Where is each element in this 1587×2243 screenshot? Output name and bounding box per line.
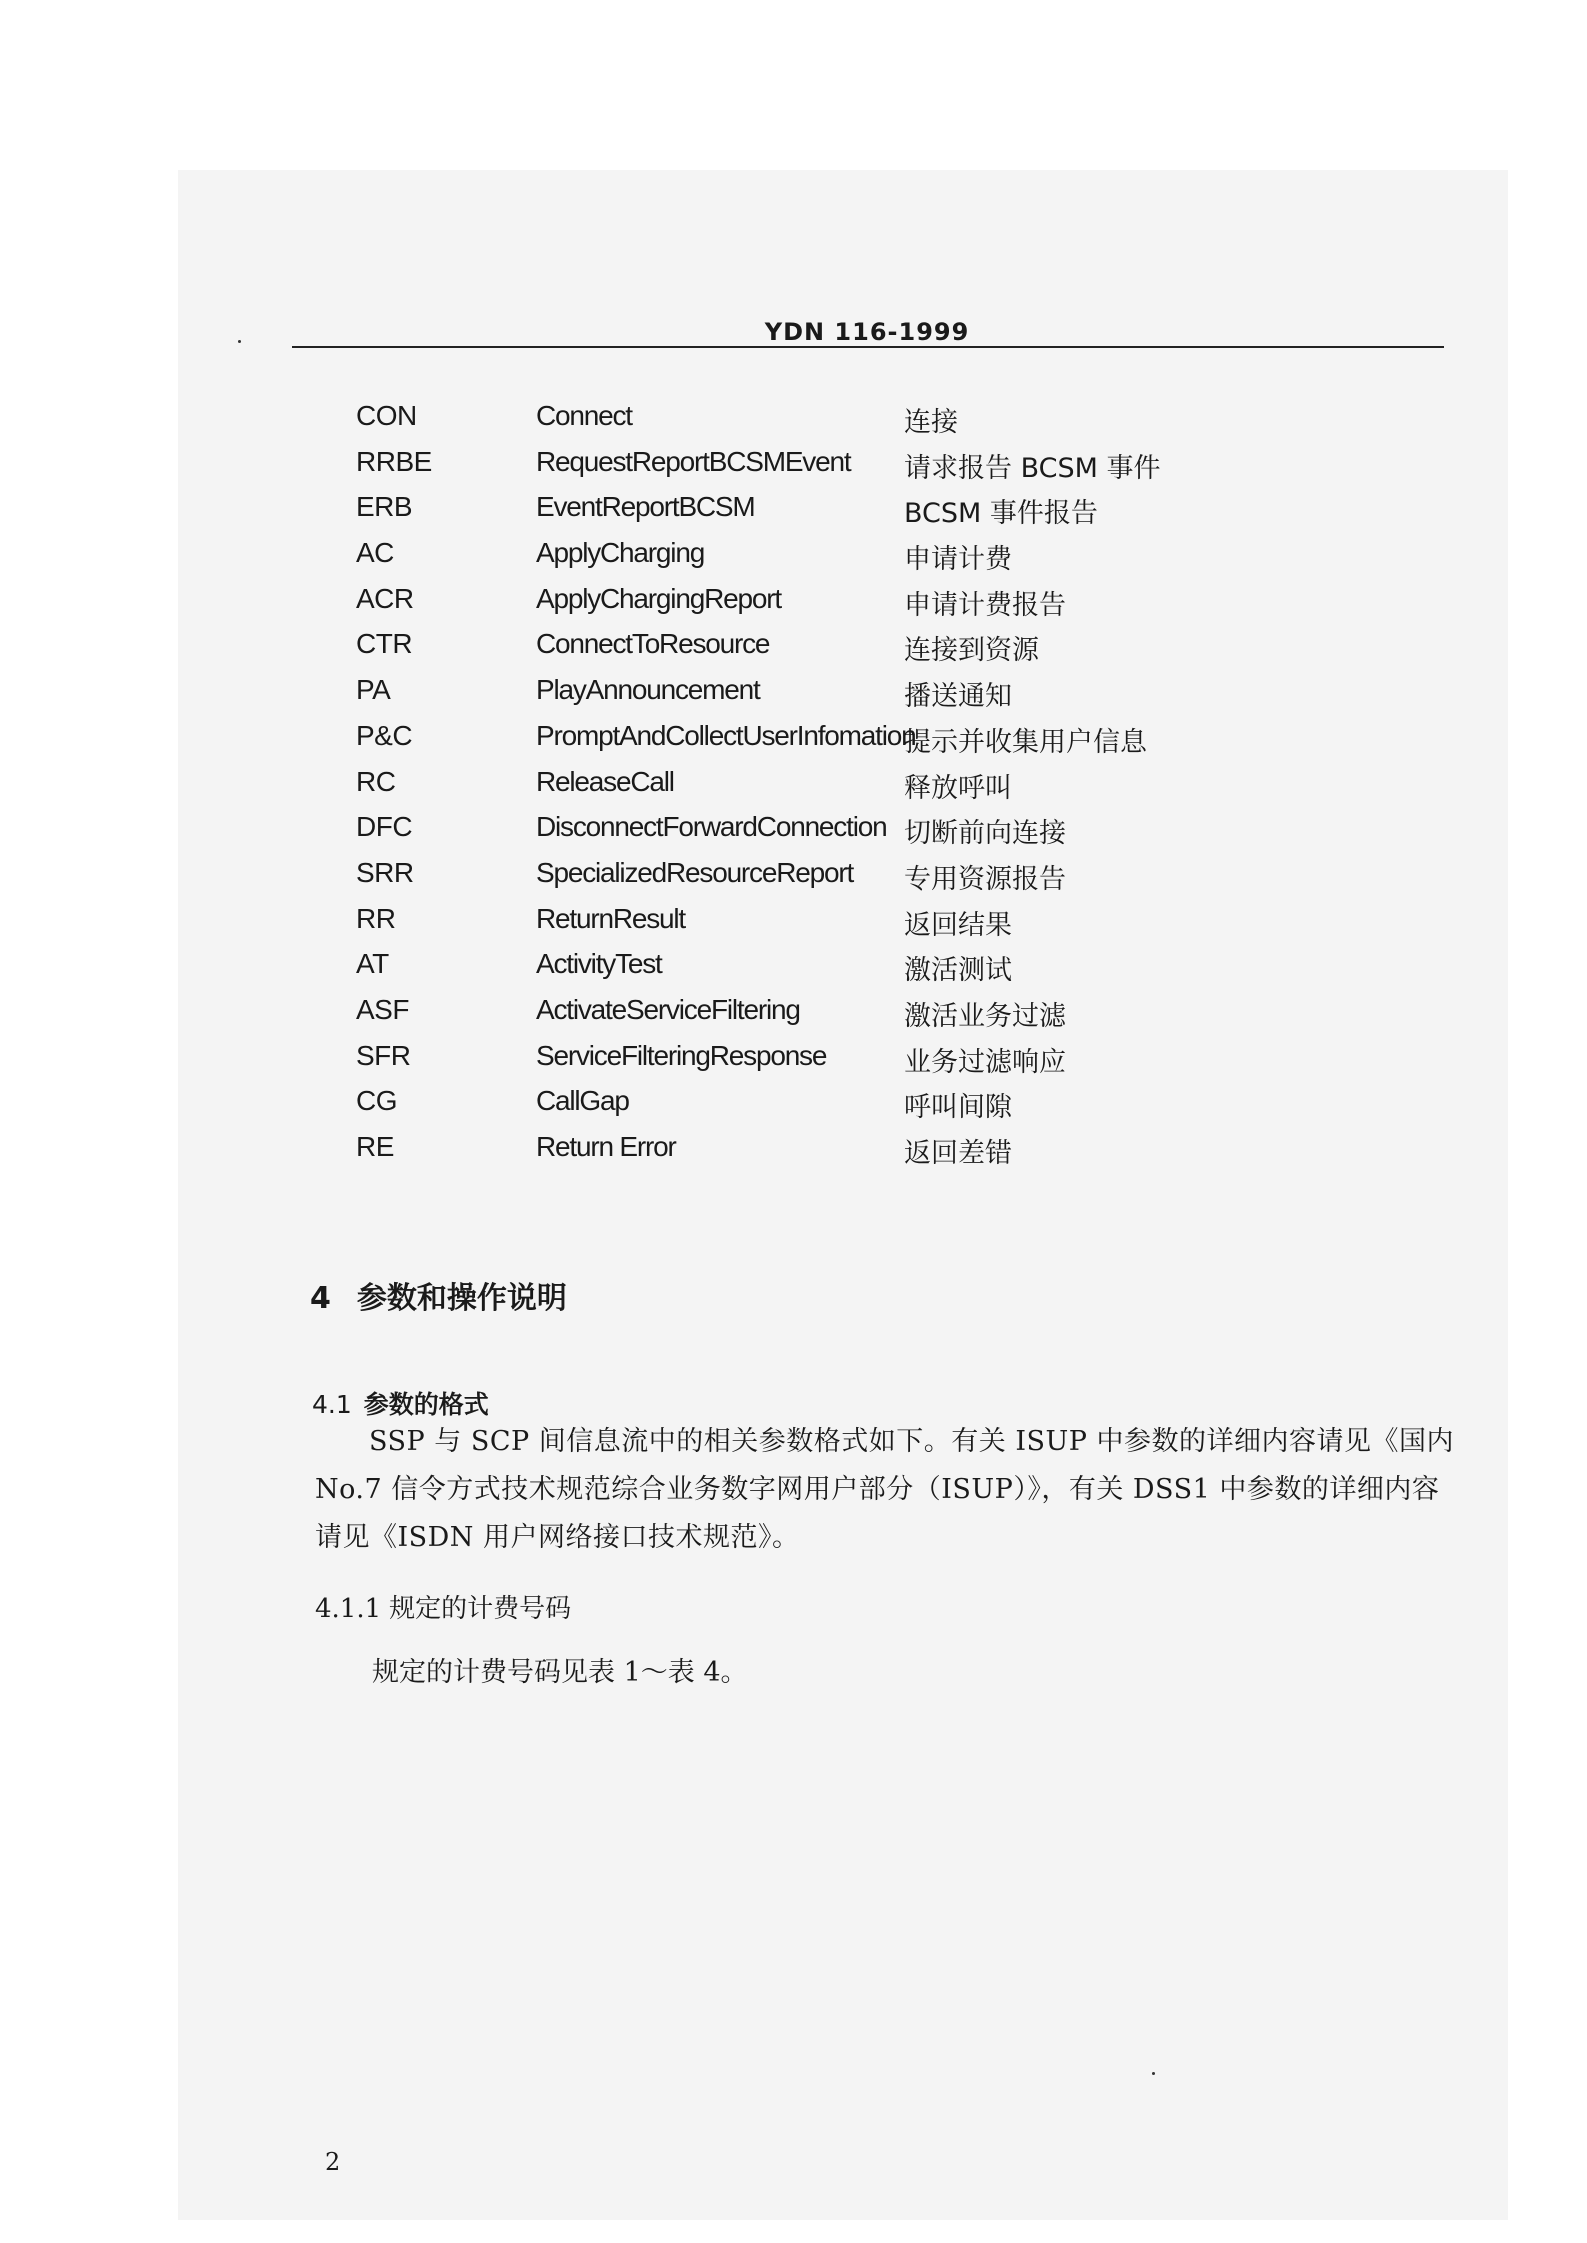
abbreviation-code: ACR bbox=[356, 582, 414, 614]
scan-speck bbox=[238, 340, 241, 343]
abbreviation-row bbox=[356, 994, 1256, 1040]
abbreviation-code: ERB bbox=[356, 491, 413, 523]
abbreviation-chinese: 切断前向连接 bbox=[904, 818, 1066, 850]
abbreviation-row bbox=[356, 1040, 1256, 1086]
abbreviation-row bbox=[356, 1085, 1256, 1131]
abbreviation-name: ActivateServiceFiltering bbox=[536, 993, 800, 1025]
subsection-heading bbox=[312, 1385, 489, 1421]
abbreviation-name: Connect bbox=[536, 400, 632, 431]
abbreviation-chinese: 释放呼叫 bbox=[904, 772, 1012, 804]
page-number: 2 bbox=[325, 2148, 341, 2176]
abbreviation-row bbox=[356, 766, 1256, 812]
abbreviation-name: PlayAnnouncement bbox=[536, 674, 760, 706]
abbreviation-row bbox=[356, 628, 1256, 674]
abbreviation-name: ApplyChargingReport bbox=[536, 582, 781, 614]
abbreviation-code: SRR bbox=[356, 856, 414, 888]
abbreviation-code: RE bbox=[356, 1131, 394, 1162]
subsubsection-title-text: 规定的计费号码 bbox=[389, 1594, 572, 1624]
abbreviation-code: SFR bbox=[356, 1039, 411, 1071]
section-number: 4 bbox=[310, 1281, 331, 1316]
subsubsection-body: 规定的计费号码见表 1～表 4。 bbox=[372, 1657, 748, 1688]
abbreviation-name: EventReportBCSM bbox=[536, 491, 755, 523]
abbreviation-row bbox=[356, 811, 1256, 857]
subsubsection-heading bbox=[315, 1588, 571, 1625]
abbreviation-name: CallGap bbox=[536, 1085, 629, 1117]
abbreviation-code: DFC bbox=[356, 811, 413, 843]
abbreviation-row bbox=[356, 1131, 1256, 1177]
abbreviation-name: RequestReportBCSMEvent bbox=[536, 445, 851, 477]
abbreviation-chinese: 播送通知 bbox=[904, 681, 1012, 713]
abbreviation-row bbox=[356, 491, 1256, 537]
abbreviation-code: CTR bbox=[356, 628, 413, 660]
abbreviation-chinese: 连接到资源 bbox=[904, 635, 1039, 667]
abbreviation-chinese: BCSM 事件报告 bbox=[904, 498, 1098, 530]
abbreviation-chinese: 专用资源报告 bbox=[904, 863, 1066, 895]
section-title-text: 参数和操作说明 bbox=[356, 1281, 567, 1316]
abbreviation-code: RR bbox=[356, 902, 396, 934]
abbreviation-name: ReleaseCall bbox=[536, 765, 674, 797]
abbreviation-code: RC bbox=[356, 765, 396, 797]
abbreviation-row bbox=[356, 537, 1256, 583]
section-heading bbox=[310, 1273, 567, 1317]
abbreviation-chinese: 返回结果 bbox=[904, 909, 1012, 941]
abbreviation-code: RRBE bbox=[356, 445, 432, 477]
abbreviation-chinese: 提示并收集用户信息 bbox=[904, 726, 1147, 758]
abbreviation-row bbox=[356, 674, 1256, 720]
abbreviation-chinese: 连接 bbox=[904, 407, 958, 438]
abbreviation-name: ConnectToResource bbox=[536, 628, 770, 660]
abbreviation-name: ActivityTest bbox=[536, 948, 662, 980]
abbreviation-name: ReturnResult bbox=[536, 902, 686, 934]
abbreviation-row bbox=[356, 948, 1256, 994]
abbreviation-chinese: 呼叫间隙 bbox=[904, 1092, 1012, 1124]
document-header: YDN 116-1999 bbox=[764, 318, 970, 346]
subsection-number: 4.1 bbox=[312, 1390, 352, 1419]
abbreviation-name: ApplyCharging bbox=[536, 537, 705, 569]
abbreviation-row bbox=[356, 903, 1256, 949]
abbreviation-name: Return Error bbox=[536, 1131, 676, 1162]
abbreviation-code: PA bbox=[356, 674, 391, 706]
abbreviation-chinese: 申请计费报告 bbox=[904, 589, 1066, 621]
abbreviation-chinese: 激活业务过滤 bbox=[904, 1000, 1066, 1032]
subsubsection-number: 4.1.1 bbox=[315, 1594, 382, 1624]
abbreviation-chinese: 业务过滤响应 bbox=[904, 1046, 1066, 1078]
abbreviation-list bbox=[356, 400, 1256, 1177]
abbreviation-row bbox=[356, 400, 1256, 446]
abbreviation-row bbox=[356, 720, 1256, 766]
abbreviation-chinese: 返回差错 bbox=[904, 1138, 1012, 1169]
subsection-title-text: 参数的格式 bbox=[363, 1390, 489, 1419]
scan-speck bbox=[1152, 2072, 1155, 2075]
abbreviation-code: CON bbox=[356, 400, 417, 431]
abbreviation-chinese: 请求报告 BCSM 事件 bbox=[904, 452, 1161, 484]
abbreviation-code: P&C bbox=[356, 719, 413, 751]
abbreviation-row bbox=[356, 857, 1256, 903]
abbreviation-row bbox=[356, 446, 1256, 492]
abbreviation-code: AT bbox=[356, 948, 389, 980]
subsection-body: SSP 与 SCP 间信息流中的相关参数格式如下。有关 ISUP 中参数的详细内容请见《国内 No.7 信令方式技术规范综合业务数字网用户部分（ISUP）》，有关 DSS1 中参数的详细内容请见《ISDN 用户网络接口技术规范》。 bbox=[315, 1426, 1455, 1553]
abbreviation-code: CG bbox=[356, 1085, 397, 1117]
header-rule bbox=[292, 346, 1444, 348]
abbreviation-code: AC bbox=[356, 537, 394, 569]
abbreviation-chinese: 申请计费 bbox=[904, 544, 1012, 576]
abbreviation-name: ServiceFilteringResponse bbox=[536, 1039, 827, 1071]
abbreviation-name: DisconnectForwardConnection bbox=[536, 811, 887, 843]
abbreviation-name: PromptAndCollectUserInfomation bbox=[536, 719, 916, 751]
abbreviation-name: SpecializedResourceReport bbox=[536, 856, 854, 888]
abbreviation-row bbox=[356, 583, 1256, 629]
abbreviation-chinese: 激活测试 bbox=[904, 955, 1012, 987]
abbreviation-code: ASF bbox=[356, 993, 409, 1025]
